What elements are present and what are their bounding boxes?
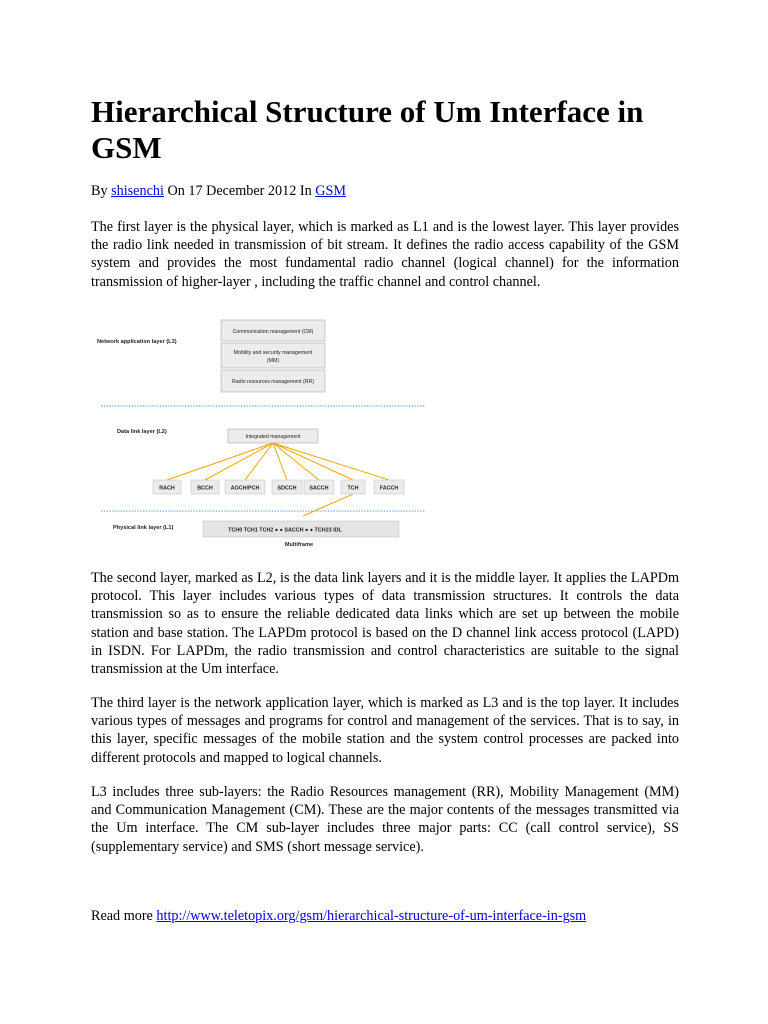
mm-label-line1: Mobility and security management <box>233 350 313 356</box>
cm-label: Communication management (CM) <box>232 329 314 335</box>
read-more-link[interactable]: http://www.teletopix.org/gsm/hierarchical-structure-of-um-interface-in-gsm <box>156 908 587 924</box>
physical-frame-label: TCH0 TCH1 TCH2 ● ● SACCH ● ● TCH23 IDL <box>228 527 342 534</box>
read-more-label: Read more <box>91 908 153 924</box>
integrated-management-label: Integrated management <box>245 434 301 440</box>
layer-label-l3: Network application layer (L3) <box>97 339 177 345</box>
rr-label: Radio resources management (RR) <box>232 379 314 385</box>
byline-by: By <box>91 183 108 199</box>
layer-label-l2: Data link layer (L2) <box>117 429 167 435</box>
layer-label-l1: Physical link layer (L1) <box>113 525 174 531</box>
byline <box>91 182 346 200</box>
paragraph-4: L3 includes three sub-layers: the Radio Resources management (RR), Mobility Management (MM) and Communication Management (CM). These are the major contents of the messages transmitted via the Um interface. The CM sub-layer includes three major parts: CC (call control service), SS (supplementary service) and SMS (short message service). <box>91 784 679 855</box>
multiframe-label: Multiframe <box>284 542 314 548</box>
channel-sdcch: SDCCH <box>277 485 297 492</box>
channel-tch: TCH <box>347 485 359 492</box>
mm-label-line2: (MM) <box>266 358 280 364</box>
category-link[interactable]: GSM <box>315 183 346 199</box>
paragraph-2: The second layer, marked as L2, is the data link layers and it is the middle layer. It applies the LAPDm protocol. This layer includes various types of data transmission structures. It controls the data transmission so as to ensure the reliable dedicated data links which are set up between the mobile station and base station. The LAPDm protocol is based on the D channel link access protocol (LAPD) in ISDN. For LAPDm, the radio transmission and control characteristics are suitable to the signal transmission at the Um interface. <box>91 570 679 678</box>
channel-sacch: SACCH <box>309 485 329 492</box>
byline-date: On 17 December 2012 In <box>167 183 312 199</box>
channel-agch-pch: AGCH/PCH <box>230 485 260 492</box>
paragraph-3: The third layer is the network application layer, which is marked as L3 and is the top layer. It includes various types of messages and programs for control and management of the services. That is to say, in this layer, specific messages of the mobile station and the system control processes are packed into different protocols and mapped to logical channels. <box>91 695 679 766</box>
channel-rach: RACH <box>159 485 175 492</box>
channel-facch: FACCH <box>379 485 399 492</box>
channel-bcch: BCCH <box>197 485 213 492</box>
article-title: Hierarchical Structure of Um Interface in GSM <box>91 94 644 165</box>
um-interface-diagram <box>91 312 433 556</box>
paragraph-1: The first layer is the physical layer, which is marked as L1 and is the lowest layer. This layer provides the radio link needed in transmission of bit stream. It defines the radio access capability of the GSM system and provides the most fundamental radio channel (logical channel) for the information transmission of higher-layer , including the traffic channel and control channel. <box>91 219 679 290</box>
l3-stack <box>221 320 325 392</box>
author-link[interactable]: shisenchi <box>111 183 164 199</box>
read-more <box>91 907 586 925</box>
